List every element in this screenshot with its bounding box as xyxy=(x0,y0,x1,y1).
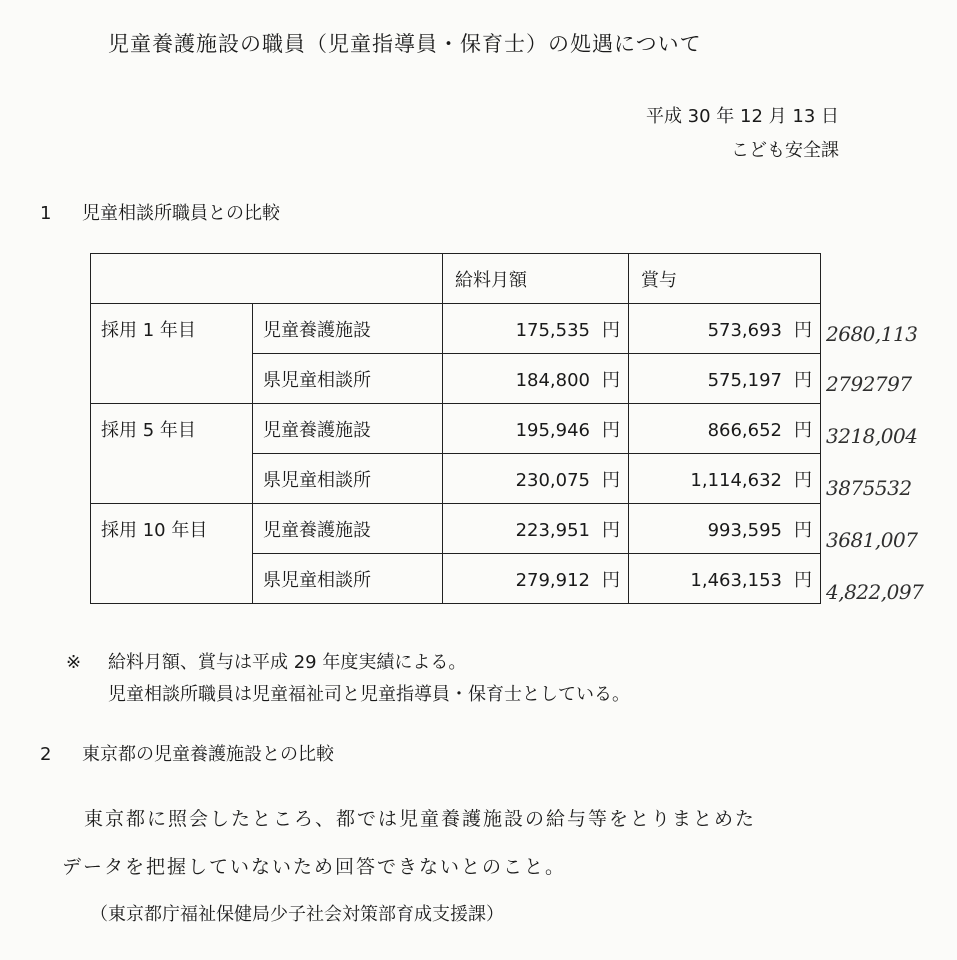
section-2-title: 東京都の児童養護施設との比較 xyxy=(82,744,334,765)
section-2-heading xyxy=(40,740,334,766)
yen-unit: 円 xyxy=(602,519,620,541)
section-1-title: 児童相談所職員との比較 xyxy=(82,203,280,224)
handwritten-total: 3218,004 xyxy=(826,424,918,448)
group-label: 採用 10 年目 xyxy=(91,504,253,604)
yen-unit: 円 xyxy=(602,419,620,441)
salary-value: 279,912 xyxy=(515,569,590,591)
handwritten-total: 2680,113 xyxy=(826,322,918,346)
table-header-row xyxy=(91,254,821,304)
header-bonus: 賞与 xyxy=(629,254,821,304)
table-row xyxy=(91,504,821,554)
salary-value: 184,800 xyxy=(515,369,590,391)
facility-name: 児童養護施設 xyxy=(253,404,443,454)
bonus-cell xyxy=(629,554,821,604)
yen-unit: 円 xyxy=(794,319,812,341)
section-1-number: 1 xyxy=(40,203,52,224)
salary-cell xyxy=(443,354,629,404)
salary-comparison-table xyxy=(90,253,821,604)
handwritten-total: 3681,007 xyxy=(826,528,918,552)
yen-unit: 円 xyxy=(794,569,812,591)
bonus-value: 866,652 xyxy=(707,419,782,441)
header-salary: 給料月額 xyxy=(443,254,629,304)
yen-unit: 円 xyxy=(794,519,812,541)
bonus-cell xyxy=(629,354,821,404)
department-name: こども安全課 xyxy=(731,140,839,161)
paragraph-line-1: 東京都に照会したところ、都では児童養護施設の給与等をとりまとめた xyxy=(84,808,757,830)
salary-value: 230,075 xyxy=(515,469,590,491)
bonus-value: 993,595 xyxy=(707,519,782,541)
note-line-1 xyxy=(66,648,466,674)
note-mark: ※ xyxy=(66,652,82,673)
bonus-value: 1,463,153 xyxy=(690,569,782,591)
facility-name: 県児童相談所 xyxy=(253,454,443,504)
salary-cell xyxy=(443,504,629,554)
salary-value: 195,946 xyxy=(515,419,590,441)
group-label: 採用 1 年目 xyxy=(91,304,253,404)
note-text-1: 給料月額、賞与は平成 29 年度実績による。 xyxy=(108,652,467,673)
yen-unit: 円 xyxy=(602,369,620,391)
bonus-value: 1,114,632 xyxy=(690,469,782,491)
salary-cell xyxy=(443,554,629,604)
section-1-heading xyxy=(40,199,280,225)
salary-value: 175,535 xyxy=(515,319,590,341)
paragraph-line-2: データを把握していないため回答できないとのこと。 xyxy=(62,856,567,878)
facility-name: 県児童相談所 xyxy=(253,354,443,404)
group-label: 採用 5 年目 xyxy=(91,404,253,504)
yen-unit: 円 xyxy=(794,369,812,391)
bonus-cell xyxy=(629,504,821,554)
bonus-cell xyxy=(629,454,821,504)
yen-unit: 円 xyxy=(602,319,620,341)
header-blank-cell xyxy=(91,254,443,304)
bonus-cell xyxy=(629,304,821,354)
document-title: 児童養護施設の職員（児童指導員・保育士）の処遇について xyxy=(108,32,702,56)
bonus-cell xyxy=(629,404,821,454)
facility-name: 児童養護施設 xyxy=(253,304,443,354)
section-2-number: 2 xyxy=(40,744,52,765)
salary-cell xyxy=(443,404,629,454)
handwritten-total: 4,822,097 xyxy=(826,580,924,604)
table-row xyxy=(91,304,821,354)
facility-name: 県児童相談所 xyxy=(253,554,443,604)
bonus-value: 575,197 xyxy=(707,369,782,391)
handwritten-total: 2792797 xyxy=(826,372,912,396)
yen-unit: 円 xyxy=(602,569,620,591)
source-note: （東京都庁福祉保健局少子社会対策部育成支援課） xyxy=(90,904,504,925)
yen-unit: 円 xyxy=(794,419,812,441)
salary-cell xyxy=(443,454,629,504)
salary-value: 223,951 xyxy=(515,519,590,541)
document-date: 平成 30 年 12 月 13 日 xyxy=(645,106,839,127)
bonus-value: 573,693 xyxy=(707,319,782,341)
facility-name: 児童養護施設 xyxy=(253,504,443,554)
note-line-2: 児童相談所職員は児童福祉司と児童指導員・保育士としている。 xyxy=(108,684,630,705)
table-row xyxy=(91,404,821,454)
handwritten-total: 3875532 xyxy=(826,476,912,500)
salary-cell xyxy=(443,304,629,354)
yen-unit: 円 xyxy=(602,469,620,491)
yen-unit: 円 xyxy=(794,469,812,491)
